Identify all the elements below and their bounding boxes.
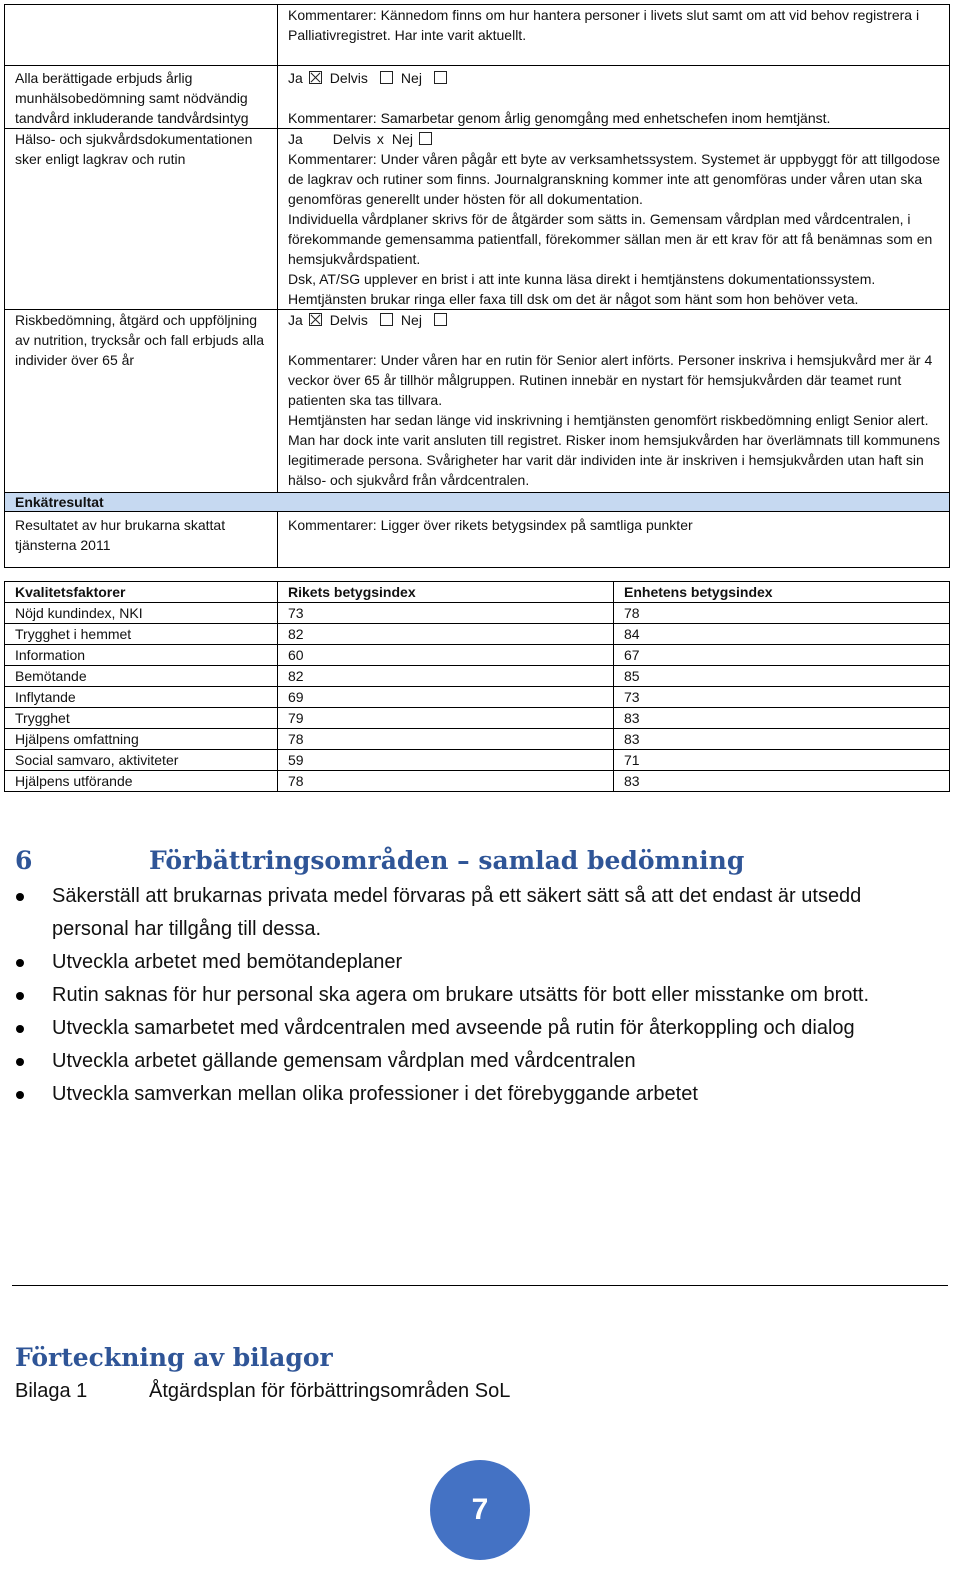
quality-index-table xyxy=(4,581,950,792)
appendix-row xyxy=(15,1376,510,1406)
factor-cell: Information xyxy=(5,645,278,666)
list-item-text: Utveckla samarbetet med vårdcentralen med avseende på rutin för återkoppling och dialog xyxy=(52,1017,855,1039)
factor-cell: Hjälpens omfattning xyxy=(5,729,278,750)
bullet-icon xyxy=(16,1058,24,1066)
list-item xyxy=(0,1012,930,1045)
unit-index-cell: 71 xyxy=(614,750,950,771)
checkbox-empty-icon[interactable] xyxy=(380,313,393,326)
national-index-cell: 59 xyxy=(278,750,614,771)
national-index-cell: 60 xyxy=(278,645,614,666)
checkbox-checked-icon[interactable] xyxy=(309,313,322,326)
criterion-cell xyxy=(5,66,278,129)
survey-heading-row xyxy=(5,493,950,512)
assessment-row-risk xyxy=(5,310,950,493)
unit-index-cell: 67 xyxy=(614,645,950,666)
comment-text: Kommentarer: Under våren har en rutin för Senior alert införts. Personer inskriva i hemsjukvård mer är 4 veckor över 65 år tillhör målgruppen. Rutinen innebär en nystart för hemsjukvården där teamet runt patienten ska tas tillvara. xyxy=(288,352,933,408)
list-item xyxy=(0,1045,930,1078)
list-item xyxy=(0,946,930,979)
checkbox-empty-icon[interactable] xyxy=(419,132,432,145)
survey-comment-cell xyxy=(278,512,950,568)
table-row xyxy=(5,603,950,624)
checkbox-empty-icon[interactable] xyxy=(380,71,393,84)
appendix-heading: Förteckning av bilagor xyxy=(15,1343,333,1372)
unit-index-cell: 73 xyxy=(614,687,950,708)
list-item xyxy=(0,1078,930,1111)
national-index-cell: 78 xyxy=(278,729,614,750)
section-heading xyxy=(15,843,744,879)
answer-options xyxy=(288,68,941,88)
list-item-text: Utveckla arbetet gällande gemensam vårdplan med vårdcentralen xyxy=(52,1050,636,1072)
comment-text: Hemtjänsten har sedan länge vid inskrivning i hemtjänsten genomfört riskbedömning enligt Senior alert. Man har dock inte varit ansluten till registret. Risker inom hemsjukvården har överlämnats till kommunens legitimerade persona. Svårigheter har varit där individen inte är inskriven i hemsjukvården utan haft sin hälso- och sjukvård från vårdcentralen. xyxy=(288,412,941,488)
bullet-icon xyxy=(16,959,24,967)
bullet-icon xyxy=(16,893,24,901)
x-mark-icon: x xyxy=(376,131,384,147)
criterion-text: Hälso- och sjukvårdsdokumentationen sker enligt lagkrav och rutin xyxy=(15,131,253,167)
national-index-cell: 82 xyxy=(278,624,614,645)
comment-text: Kommentarer: Kännedom finns om hur hantera personer i livets slut samt om att vid behov registrera i Palliativregistret. Har inte varit aktuellt. xyxy=(288,7,920,43)
option-ja-label: Ja xyxy=(288,131,303,147)
table-row xyxy=(5,750,950,771)
list-item-text: Utveckla samverkan mellan olika professioner i det förebyggande arbetet xyxy=(52,1083,698,1105)
unit-index-cell: 85 xyxy=(614,666,950,687)
bullet-icon xyxy=(16,1025,24,1033)
appendix-label: Bilaga 1 xyxy=(15,1380,88,1402)
table-row xyxy=(5,729,950,750)
unit-index-cell: 78 xyxy=(614,603,950,624)
page-number-badge: 7 xyxy=(430,1460,530,1560)
unit-index-cell: 83 xyxy=(614,771,950,792)
national-index-cell: 78 xyxy=(278,771,614,792)
option-ja-label: Ja xyxy=(288,70,303,86)
comment-cell xyxy=(278,66,950,129)
checkbox-empty-icon[interactable] xyxy=(434,71,447,84)
criterion-cell xyxy=(5,310,278,493)
survey-label-cell xyxy=(5,512,278,568)
option-delvis-label: Delvis xyxy=(332,131,371,147)
checkbox-checked-icon[interactable] xyxy=(309,71,322,84)
national-index-cell: 73 xyxy=(278,603,614,624)
answer-options xyxy=(288,129,941,149)
criterion-cell xyxy=(5,129,278,310)
option-ja-label: Ja xyxy=(288,312,303,328)
criterion-text: Alla berättigade erbjuds årlig munhälsobedömning samt nödvändig tandvård inkluderande tandvårdsintyg xyxy=(15,70,249,126)
table-row xyxy=(5,687,950,708)
header-cell: Rikets betygsindex xyxy=(278,582,614,603)
option-delvis-label: Delvis xyxy=(329,70,368,86)
national-index-cell: 69 xyxy=(278,687,614,708)
assessment-row-palliative xyxy=(5,5,950,66)
list-item xyxy=(0,979,930,1012)
assessment-row-dental xyxy=(5,66,950,129)
section-number: 6 xyxy=(15,846,33,875)
unit-index-cell: 83 xyxy=(614,729,950,750)
table-row xyxy=(5,771,950,792)
improvement-list xyxy=(0,880,930,1111)
survey-heading: Enkätresultat xyxy=(5,493,950,512)
appendix-text: Åtgärdsplan för förbättringsområden SoL xyxy=(149,1380,511,1402)
survey-comment: Kommentarer: Ligger över rikets betygsindex på samtliga punkter xyxy=(288,517,693,533)
factor-cell: Inflytande xyxy=(5,687,278,708)
section-title: Förbättringsområden – samlad bedömning xyxy=(149,846,745,875)
option-nej-label: Nej xyxy=(391,131,413,147)
comment-text: Dsk, AT/SG upplever en brist i att inte kunna läsa direkt i hemtjänstens dokumentationssystem. Hemtjänsten brukar ringa eller faxa till dsk om det är något som hänt som hon behöver veta. xyxy=(288,271,876,307)
criterion-text: Riskbedömning, åtgärd och uppföljning av nutrition, trycksår och fall erbjuds alla individer över 65 år xyxy=(15,312,264,368)
survey-row xyxy=(5,512,950,568)
horizontal-divider xyxy=(12,1285,948,1286)
quality-table-header xyxy=(5,582,950,603)
header-cell: Enhetens betygsindex xyxy=(614,582,950,603)
option-nej-label: Nej xyxy=(400,312,422,328)
bullet-icon xyxy=(16,992,24,1000)
national-index-cell: 79 xyxy=(278,708,614,729)
list-item-text: Rutin saknas för hur personal ska agera om brukare utsätts för bott eller misstanke om brott. xyxy=(52,984,870,1006)
unit-index-cell: 83 xyxy=(614,708,950,729)
answer-options xyxy=(288,310,941,330)
assessment-table xyxy=(4,4,950,568)
table-row xyxy=(5,708,950,729)
list-item xyxy=(0,880,930,946)
factor-cell: Trygghet xyxy=(5,708,278,729)
header-cell: Kvalitetsfaktorer xyxy=(5,582,278,603)
table-row xyxy=(5,645,950,666)
national-index-cell: 82 xyxy=(278,666,614,687)
list-item-text: Utveckla arbetet med bemötandeplaner xyxy=(52,951,403,973)
factor-cell: Nöjd kundindex, NKI xyxy=(5,603,278,624)
table-row xyxy=(5,624,950,645)
factor-cell: Trygghet i hemmet xyxy=(5,624,278,645)
factor-cell: Bemötande xyxy=(5,666,278,687)
comment-text: Kommentarer: Samarbetar genom årlig genomgång med enhetschefen inom hemtjänst. xyxy=(288,110,831,126)
unit-index-cell: 84 xyxy=(614,624,950,645)
option-delvis-label: Delvis xyxy=(329,312,368,328)
comment-cell xyxy=(278,129,950,310)
factor-cell: Hjälpens utförande xyxy=(5,771,278,792)
assessment-row-documentation xyxy=(5,129,950,310)
list-item-text: Säkerställ att brukarnas privata medel förvaras på ett säkert sätt så att det endast är utsedd personal har tillgång till dessa. xyxy=(52,885,862,940)
comment-text: Individuella vårdplaner skrivs för de åtgärder som sätts in. Gemensam vårdplan med vårdcentralen, i förekommande gemensamma patientfall, förekommer sällan men är ett krav för att få benämnas som en hemsjukvårdspatient. xyxy=(288,211,933,267)
checkbox-empty-icon[interactable] xyxy=(434,313,447,326)
comment-text: Kommentarer: Under våren pågår ett byte av verksamhetssystem. Systemet är uppbyggt för att tillgodose de lagkrav och rutiner som finns. Journalgranskning kommer inte att genomföras under våren utan ska genomföras generellt under hösten för all dokumentation. xyxy=(288,151,941,207)
comment-cell xyxy=(278,310,950,493)
comment-cell xyxy=(278,5,950,66)
table-row xyxy=(5,666,950,687)
bullet-icon xyxy=(16,1091,24,1099)
factor-cell: Social samvaro, aktiviteter xyxy=(5,750,278,771)
option-nej-label: Nej xyxy=(400,70,422,86)
criterion-cell-empty xyxy=(5,5,278,66)
survey-label: Resultatet av hur brukarna skattat tjänsterna 2011 xyxy=(15,517,226,553)
